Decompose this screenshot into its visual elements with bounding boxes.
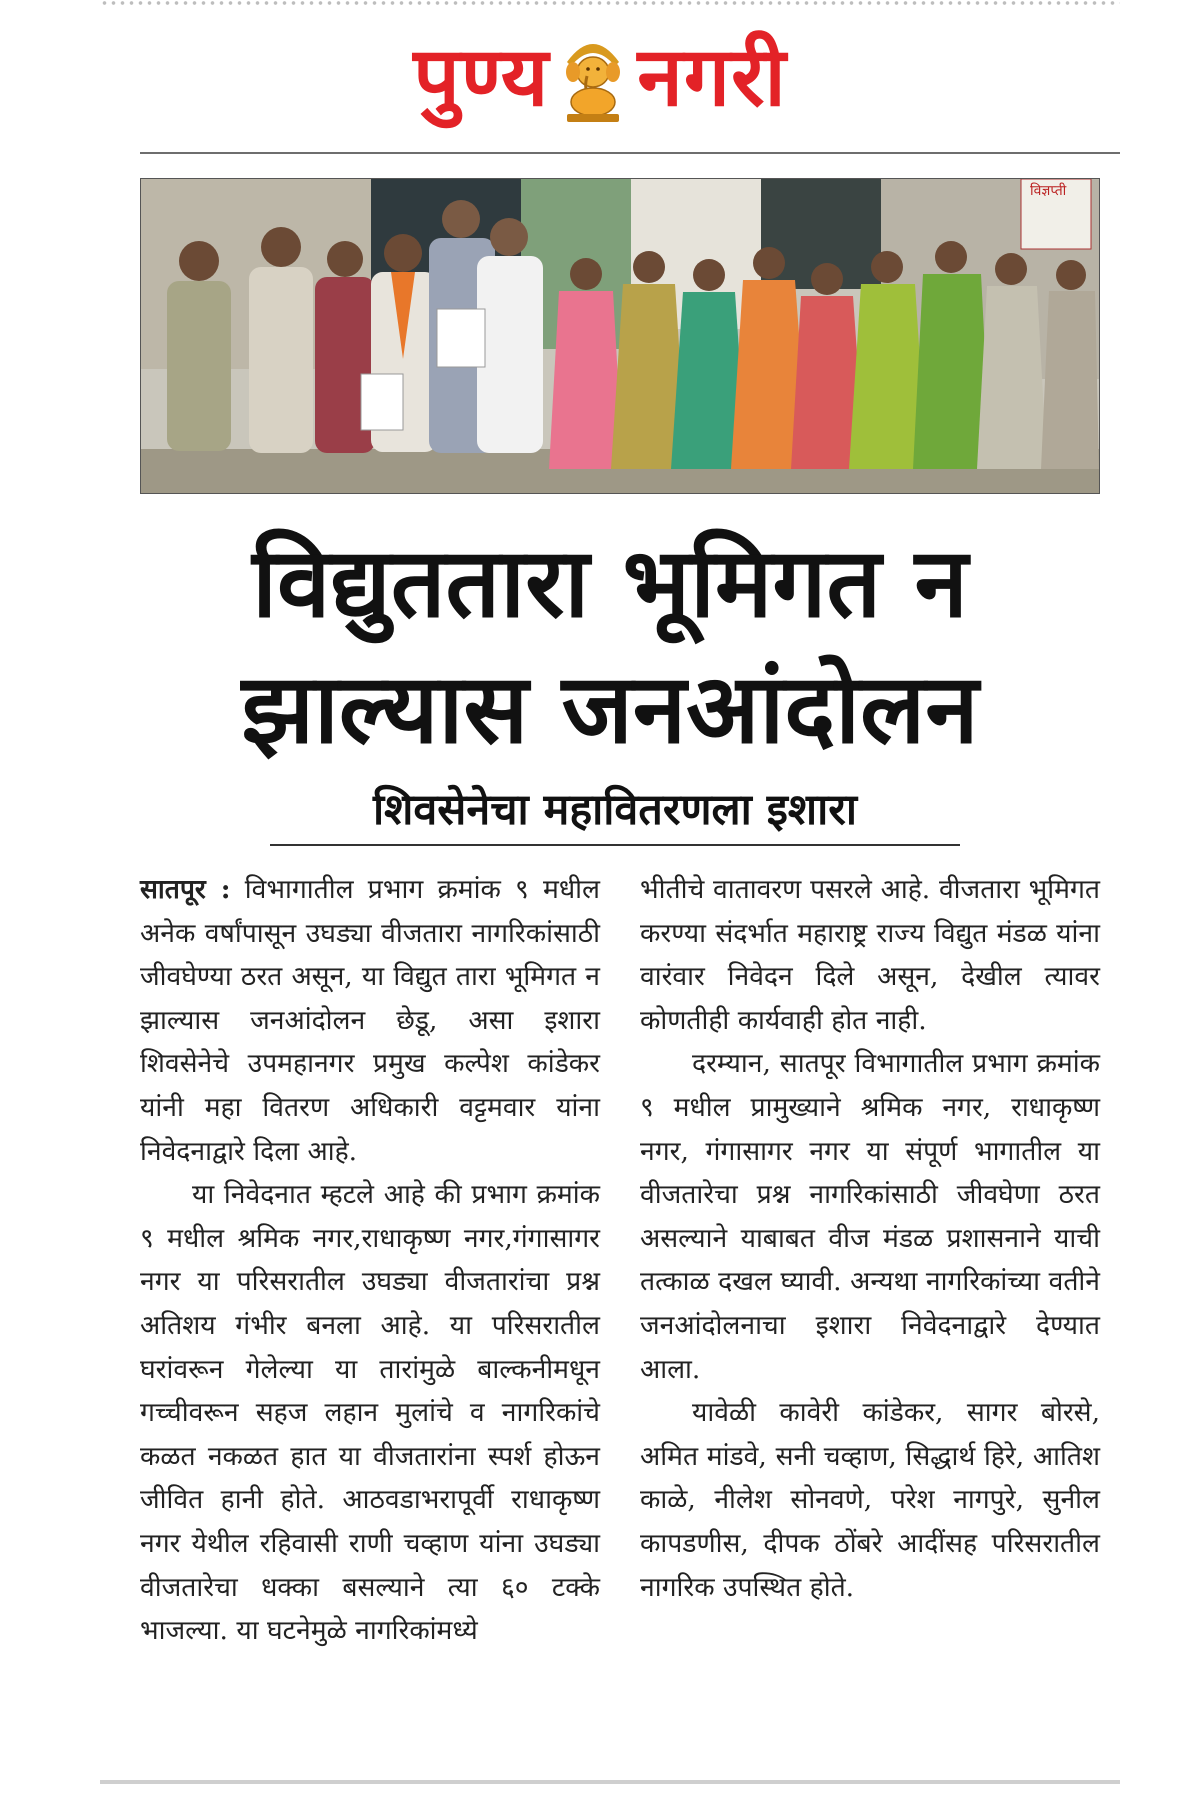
ganesha-logo-icon	[557, 32, 629, 124]
photo-illustration	[141, 179, 1099, 493]
headline	[120, 520, 1100, 772]
top-dotted-border	[100, 0, 1120, 6]
paragraph-4: दरम्यान, सातपूर विभागातील प्रभाग क्रमांक ९ मधील प्रामुख्याने श्रमिक नगर, राधाकृष्ण नगर, गंगासागर नगर या संपूर्ण भागातील या वीजतारेचा प्रश्न नागरिकांसाठी जीवघेणा ठरत असल्याने याबाबत वीज मंडळ प्रशासनाने याची तत्काळ दखल घ्यावी. अन्यथा नागरिकांच्या वतीने जनआंदोलनाचा इशारा निवेदनाद्वारे देण्यात आला.	[640, 1048, 1100, 1385]
paragraph-5: यावेळी कावेरी कांडेकर, सागर बोरसे, अमित मांडवे, सनी चव्हाण, सिद्धार्थ हिरे, आतिश काळे, नीलेश सोनवणे, परेश नागपुरे, सुनील कापडणीस, दीपक ठोंबरे आदींसह परिसरातील नागरिक उपस्थित होते.	[640, 1397, 1100, 1603]
article-column-right	[640, 868, 1100, 1609]
headline-line-2: झाल्यास जनआंदोलन	[241, 653, 979, 765]
paragraph-3: भीतीचे वातावरण पसरले आहे. वीजतारा भूमिगत करण्या संदर्भात महाराष्ट्र राज्य विद्युत मंडळ यांना वारंवार निवेदन दिले असून, देखील त्यावर कोणतीही कार्यवाही होत नाही.	[640, 874, 1100, 1036]
paragraph-2: या निवेदनात म्हटले आहे की प्रभाग क्रमांक ९ मधील श्रमिक नगर,राधाकृष्ण नगर,गंगासागर नगर या परिसरातील उघड्या वीजतारांचा प्रश्न अतिशय गंभीर बनला आहे. या परिसरातील घरांवरून गेलेल्या या तारांमुळे बाल्कनीमधून गच्चीवरून सहज लहान मुलांचे व नागरिकांचे कळत नकळत हात या वीजतारांना स्पर्श होऊन जीवित हानी होते. आठवडाभरापूर्वी राधाकृष्ण नगर येथील रहिवासी राणी चव्हाण यांना उघड्या वीजतारेचा धक्का बसल्याने त्या ६० टक्के भाजल्या. या घटनेमुळे नागरिकांमध्ये	[140, 1179, 600, 1647]
bottom-border	[100, 1780, 1120, 1784]
masthead	[0, 18, 1200, 138]
subheadline: शिवसेनेचा महावितरणला इशारा	[270, 782, 960, 846]
paragraph-1-text: विभागातील प्रभाग क्रमांक ९ मधील अनेक वर्षांपासून उघड्या वीजतारा नागरिकांसाठी जीवघेण्या ठरत असून, या विद्युत तारा भूमिगत न झाल्यास जनआंदोलन छेडू, असा इशारा शिवसेनेचे उपमहानगर प्रमुख कल्पेश कांडेकर यांनी महा वितरण अधिकारी वट्टमवार यांना निवेदनाद्वारे दिला आहे.	[140, 874, 601, 1167]
masthead-divider	[140, 152, 1120, 154]
dateline: सातपूर :	[140, 874, 231, 905]
photo-sign-text: विज्ञप्ती	[1030, 183, 1067, 199]
brand-name-right: नगरी	[637, 30, 787, 125]
article-column-left	[140, 868, 600, 1653]
paragraph-1	[140, 868, 600, 1173]
brand-name-left: पुण्य	[413, 30, 550, 125]
news-photo	[140, 178, 1100, 494]
headline-line-1: विद्युततारा भूमिगत न	[252, 527, 968, 639]
